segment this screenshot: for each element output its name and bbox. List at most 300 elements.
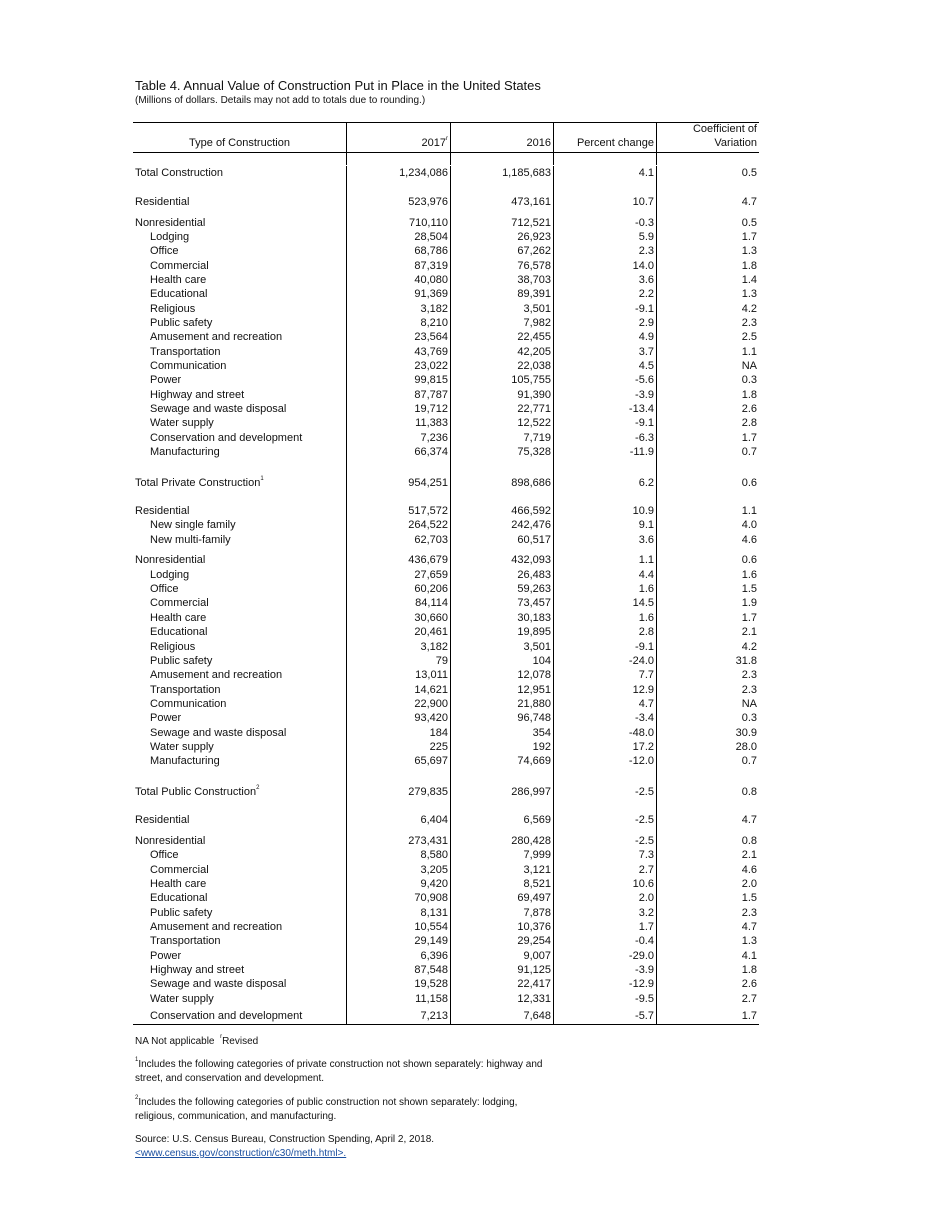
percent-change: -0.3 [635,217,654,229]
percent-change: 1.6 [638,612,654,624]
footnote-legend: NA Not applicable $^r$Revised [135,1034,259,1047]
value-2016: 12,522 [517,417,551,429]
column-divider [450,153,451,165]
row-label: Amusement and recreation [150,921,283,933]
column-divider [656,122,657,152]
table-row [0,668,950,682]
table-row [0,388,950,402]
percent-change: -6.3 [635,432,654,444]
table-row [0,863,950,877]
row-label: Nonresidential [135,835,206,847]
coefficient-of-variation: 2.1 [741,849,757,861]
value-2016: 60,517 [517,534,551,546]
value-2017: 30,660 [414,612,448,624]
table-row [0,230,950,244]
percent-change: 3.7 [638,346,654,358]
row-label: Amusement and recreation [150,331,283,343]
row-label: New single family [150,519,236,531]
percent-change: -48.0 [628,727,654,739]
percent-change: -2.5 [635,814,654,826]
coefficient-of-variation: 0.7 [741,755,757,767]
percent-change: -29.0 [628,950,654,962]
percent-change: 4.1 [638,167,654,179]
source-note: Source: U.S. Census Bureau, Construction Spending, April 2, 2018. <www.census.gov/construction/c30/meth.html>. [135,1133,555,1161]
table-row [0,611,950,625]
row-label: Nonresidential [135,554,206,566]
value-2016: 7,982 [523,317,551,329]
percent-change: 7.3 [638,849,654,861]
row-label: Transportation [150,935,221,947]
coefficient-of-variation: 1.1 [741,346,757,358]
coefficient-of-variation: 0.3 [741,712,757,724]
row-label: Water supply [150,741,214,753]
table-row [0,568,950,582]
percent-change: -9.1 [635,641,654,653]
value-2017: 9,420 [420,878,448,890]
coefficient-of-variation: 4.0 [741,519,757,531]
value-2016: 286,997 [511,786,551,798]
value-2017: 60,206 [414,583,448,595]
percent-change: 2.9 [638,317,654,329]
percent-change: 1.1 [638,554,654,566]
value-2016: 96,748 [517,712,551,724]
table-row [0,740,950,754]
value-2017: 68,786 [414,245,448,257]
row-label: Total Public Construction$^2$ [135,785,260,798]
value-2017: 19,712 [414,403,448,415]
value-2017: 27,659 [414,569,448,581]
percent-change: -5.6 [635,374,654,386]
table-row [0,848,950,862]
value-2016: 19,895 [517,626,551,638]
percent-change: 2.7 [638,864,654,876]
table-row [0,431,950,445]
column-divider [553,122,554,152]
value-2017: 93,420 [414,712,448,724]
value-2017: 65,697 [414,755,448,767]
coefficient-of-variation: 2.6 [741,403,757,415]
value-2016: 76,578 [517,260,551,272]
table-row [0,596,950,610]
coefficient-of-variation: 2.8 [741,417,757,429]
value-2017: 11,158 [415,993,448,1005]
coefficient-of-variation: 1.4 [741,274,757,286]
value-2017: 10,554 [414,921,448,933]
table-row [0,963,950,977]
coefficient-of-variation: 31.8 [735,655,757,667]
percent-change: 3.6 [638,534,654,546]
value-2016: 73,457 [517,597,551,609]
value-2017: 225 [429,741,448,753]
coefficient-of-variation: 2.3 [741,684,757,696]
table-row [0,834,950,848]
coefficient-of-variation: 0.6 [741,554,757,566]
percent-change: 10.7 [632,196,654,208]
value-2017: 954,251 [408,477,448,489]
value-2016: 9,007 [523,950,551,962]
table-row [0,316,950,330]
table-row [0,977,950,991]
value-2017: 7,236 [420,432,448,444]
coefficient-of-variation: NA [741,698,757,710]
value-2017: 517,572 [408,505,448,517]
row-label: Communication [150,698,227,710]
table-row [0,640,950,654]
value-2017: 20,461 [414,626,448,638]
value-2017: 11,383 [415,417,448,429]
percent-change: -24.0 [628,655,654,667]
header-type-of-construction: Type of Construction [189,137,290,149]
value-2017: 8,131 [420,907,448,919]
row-label: New multi-family [150,534,231,546]
percent-change: 17.2 [632,741,654,753]
value-2017: 523,976 [408,196,448,208]
row-label: Power [150,374,182,386]
table-row [0,330,950,344]
coefficient-of-variation: 2.6 [741,978,757,990]
table-row [0,711,950,725]
percent-change: 2.3 [638,245,654,257]
coefficient-of-variation: 1.7 [741,1010,757,1022]
value-2017: 29,149 [414,935,448,947]
table-title: Table 4. Annual Value of Construction Put in Place in the United States [135,78,541,93]
table-row [0,813,950,827]
value-2017: 3,205 [420,864,448,876]
value-2016: 21,880 [517,698,551,710]
value-2017: 710,110 [409,217,448,229]
value-2017: 3,182 [420,303,448,315]
value-2017: 84,114 [415,597,448,609]
row-label: Highway and street [150,389,245,401]
row-label: Religious [150,303,196,315]
table-row [0,445,950,459]
percent-change: 6.2 [638,477,654,489]
table-row [0,683,950,697]
percent-change: 4.5 [638,360,654,372]
value-2016: 74,669 [517,755,551,767]
table-row [0,654,950,668]
coefficient-of-variation: 2.3 [741,907,757,919]
coefficient-of-variation: 0.6 [741,477,757,489]
table-row [0,625,950,639]
value-2016: 26,483 [517,569,551,581]
row-label: Transportation [150,684,221,696]
coefficient-of-variation: 1.8 [741,964,757,976]
coefficient-of-variation: 1.9 [741,597,757,609]
row-label: Total Private Construction$^1$ [135,476,264,489]
table-row [0,553,950,567]
percent-change: -13.4 [628,403,654,415]
row-label: Total Construction [135,167,224,179]
coefficient-of-variation: 2.5 [741,331,757,343]
value-2016: 22,417 [517,978,551,990]
coefficient-of-variation: 0.3 [741,374,757,386]
coefficient-of-variation: 4.2 [741,303,757,315]
source-link[interactable]: <www.census.gov/construction/c30/meth.html>. [135,1148,347,1159]
value-2016: 898,686 [511,477,551,489]
value-2017: 3,182 [420,641,448,653]
value-2017: 273,431 [408,835,448,847]
value-2016: 10,376 [517,921,551,933]
percent-change: 4.9 [638,331,654,343]
coefficient-of-variation: NA [741,360,757,372]
value-2017: 19,528 [414,978,448,990]
percent-change: 5.9 [638,231,654,243]
header-2017: 2017$^r$ [421,136,448,149]
value-2016: 242,476 [511,519,551,531]
row-label: Lodging [150,569,190,581]
coefficient-of-variation: 1.7 [741,231,757,243]
percent-change: 14.5 [632,597,654,609]
row-label: Health care [150,878,207,890]
column-divider [346,153,347,165]
coefficient-of-variation: 1.5 [741,583,757,595]
row-label: Water supply [150,993,214,1005]
table-row [0,345,950,359]
percent-change: -3.9 [635,389,654,401]
table-row [0,754,950,768]
value-2017: 87,787 [414,389,448,401]
coefficient-of-variation: 1.7 [741,612,757,624]
value-2016: 22,038 [517,360,551,372]
value-2016: 466,592 [511,505,551,517]
percent-change: 3.6 [638,274,654,286]
value-2017: 28,504 [414,231,448,243]
value-2017: 6,396 [420,950,448,962]
value-2016: 104 [532,655,551,667]
coefficient-of-variation: 2.7 [741,993,757,1005]
coefficient-of-variation: 1.1 [741,505,757,517]
percent-change: -3.9 [635,964,654,976]
coefficient-of-variation: 1.7 [741,432,757,444]
percent-change: 4.7 [638,698,654,710]
value-2017: 6,404 [420,814,448,826]
row-label: Public safety [150,317,213,329]
value-2016: 67,262 [517,245,551,257]
value-2017: 184 [429,727,448,739]
value-2017: 7,213 [420,1010,448,1022]
value-2016: 22,455 [517,331,551,343]
percent-change: 3.2 [638,907,654,919]
row-label: Nonresidential [135,217,206,229]
percent-change: 9.1 [638,519,654,531]
row-label: Religious [150,641,196,653]
percent-change: 10.6 [632,878,654,890]
row-label: Commercial [150,864,209,876]
value-2016: 91,390 [517,389,551,401]
value-2016: 38,703 [517,274,551,286]
value-2016: 280,428 [511,835,551,847]
value-2017: 66,374 [414,446,448,458]
percent-change: -12.0 [628,755,654,767]
coefficient-of-variation: 0.7 [741,446,757,458]
value-2017: 91,369 [414,288,448,300]
row-label: Health care [150,274,207,286]
column-divider [553,153,554,165]
coefficient-of-variation: 0.5 [741,167,757,179]
value-2016: 473,161 [511,196,551,208]
footnote-marker: 2 [256,785,260,791]
table-row [0,216,950,230]
table-row [0,166,950,180]
coefficient-of-variation: 0.5 [741,217,757,229]
coefficient-of-variation: 2.3 [741,317,757,329]
value-2016: 1,185,683 [502,167,551,179]
value-2017: 13,011 [415,669,448,681]
value-2017: 264,522 [408,519,448,531]
value-2016: 91,125 [517,964,551,976]
value-2017: 22,900 [414,698,448,710]
value-2017: 1,234,086 [399,167,448,179]
table-row [0,402,950,416]
coefficient-of-variation: 4.6 [741,534,757,546]
table-row [0,697,950,711]
table-row [0,287,950,301]
value-2017: 8,210 [420,317,448,329]
row-label: Manufacturing [150,755,220,767]
row-label: Conservation and development [150,432,303,444]
value-2016: 3,501 [523,641,551,653]
coefficient-of-variation: 1.6 [741,569,757,581]
value-2017: 43,769 [414,346,448,358]
coefficient-of-variation: 4.7 [741,196,757,208]
coefficient-of-variation: 0.8 [741,835,757,847]
value-2016: 29,254 [517,935,551,947]
row-label: Office [150,849,179,861]
value-2017: 87,319 [414,260,448,272]
percent-change: -5.7 [635,1010,654,1022]
value-2016: 7,719 [523,432,551,444]
row-label: Residential [135,814,190,826]
percent-change: 4.4 [638,569,654,581]
value-2017: 87,548 [414,964,448,976]
row-label: Public safety [150,655,213,667]
percent-change: 7.7 [638,669,654,681]
value-2017: 279,835 [408,786,448,798]
column-divider [346,122,347,152]
coefficient-of-variation: 1.8 [741,260,757,272]
percent-change: -3.4 [635,712,654,724]
value-2017: 99,815 [414,374,448,386]
value-2017: 23,564 [414,331,448,343]
row-label: Residential [135,196,190,208]
value-2016: 3,501 [523,303,551,315]
coefficient-of-variation: 2.3 [741,669,757,681]
column-divider [656,153,657,165]
value-2016: 42,205 [517,346,551,358]
table-row [0,416,950,430]
table-row [0,504,950,518]
value-2016: 7,878 [523,907,551,919]
row-label: Communication [150,360,227,372]
row-label: Sewage and waste disposal [150,978,287,990]
row-label: Sewage and waste disposal [150,403,287,415]
row-label: Power [150,950,182,962]
table-row [0,934,950,948]
value-2016: 432,093 [511,554,551,566]
row-label: Highway and street [150,964,245,976]
table-row [0,920,950,934]
table-row [0,877,950,891]
row-label: Water supply [150,417,214,429]
row-label: Commercial [150,260,209,272]
coefficient-of-variation: 2.1 [741,626,757,638]
row-label: Educational [150,626,208,638]
percent-change: -9.5 [635,993,654,1005]
table-row [0,302,950,316]
header-2016: 2016 [526,137,551,149]
value-2017: 23,022 [414,360,448,372]
table-row [0,373,950,387]
row-label: Health care [150,612,207,624]
value-2016: 105,755 [511,374,551,386]
row-label: Residential [135,505,190,517]
table-row [0,891,950,905]
percent-change: 2.8 [638,626,654,638]
value-2016: 8,521 [523,878,551,890]
row-label: Educational [150,288,208,300]
coefficient-of-variation: 4.7 [741,814,757,826]
row-label: Amusement and recreation [150,669,283,681]
value-2017: 8,580 [420,849,448,861]
table-row [0,949,950,963]
row-label: Power [150,712,182,724]
coefficient-of-variation: 4.2 [741,641,757,653]
footnote-marker: 1 [260,476,264,482]
percent-change: 2.2 [638,288,654,300]
header-bottom-rule [133,152,759,153]
row-label: Manufacturing [150,446,220,458]
coefficient-of-variation: 30.9 [735,727,757,739]
percent-change: 14.0 [632,260,654,272]
coefficient-of-variation: 1.3 [741,935,757,947]
percent-change: -2.5 [635,786,654,798]
percent-change: -9.1 [635,303,654,315]
value-2016: 89,391 [517,288,551,300]
value-2016: 30,183 [517,612,551,624]
value-2016: 59,263 [517,583,551,595]
value-2016: 192 [532,741,551,753]
value-2017: 62,703 [414,534,448,546]
value-2016: 12,951 [517,684,551,696]
value-2016: 3,121 [523,864,551,876]
table-row [0,273,950,287]
value-2017: 79 [435,655,448,667]
table-row [0,244,950,258]
row-label: Office [150,583,179,595]
percent-change: 1.6 [638,583,654,595]
header-percent-change: Percent change [576,137,654,149]
coefficient-of-variation: 4.7 [741,921,757,933]
table-row [0,518,950,532]
coefficient-of-variation: 4.1 [741,950,757,962]
coefficient-of-variation: 4.6 [741,864,757,876]
table-row [0,259,950,273]
coefficient-of-variation: 2.0 [741,878,757,890]
coefficient-of-variation: 1.5 [741,892,757,904]
table-row [0,533,950,547]
coefficient-of-variation: 28.0 [735,741,757,753]
footnote-2: $^2$Includes the following categories of public construction not shown separately: lodging, religious, communication, and manufacturing. [135,1095,518,1122]
value-2016: 12,078 [517,669,551,681]
table-bottom-rule [133,1024,759,1025]
value-2016: 712,521 [511,217,551,229]
table-row [0,582,950,596]
table-row [0,195,950,209]
row-label: Commercial [150,597,209,609]
table-row [0,359,950,373]
value-2016: 75,328 [517,446,551,458]
